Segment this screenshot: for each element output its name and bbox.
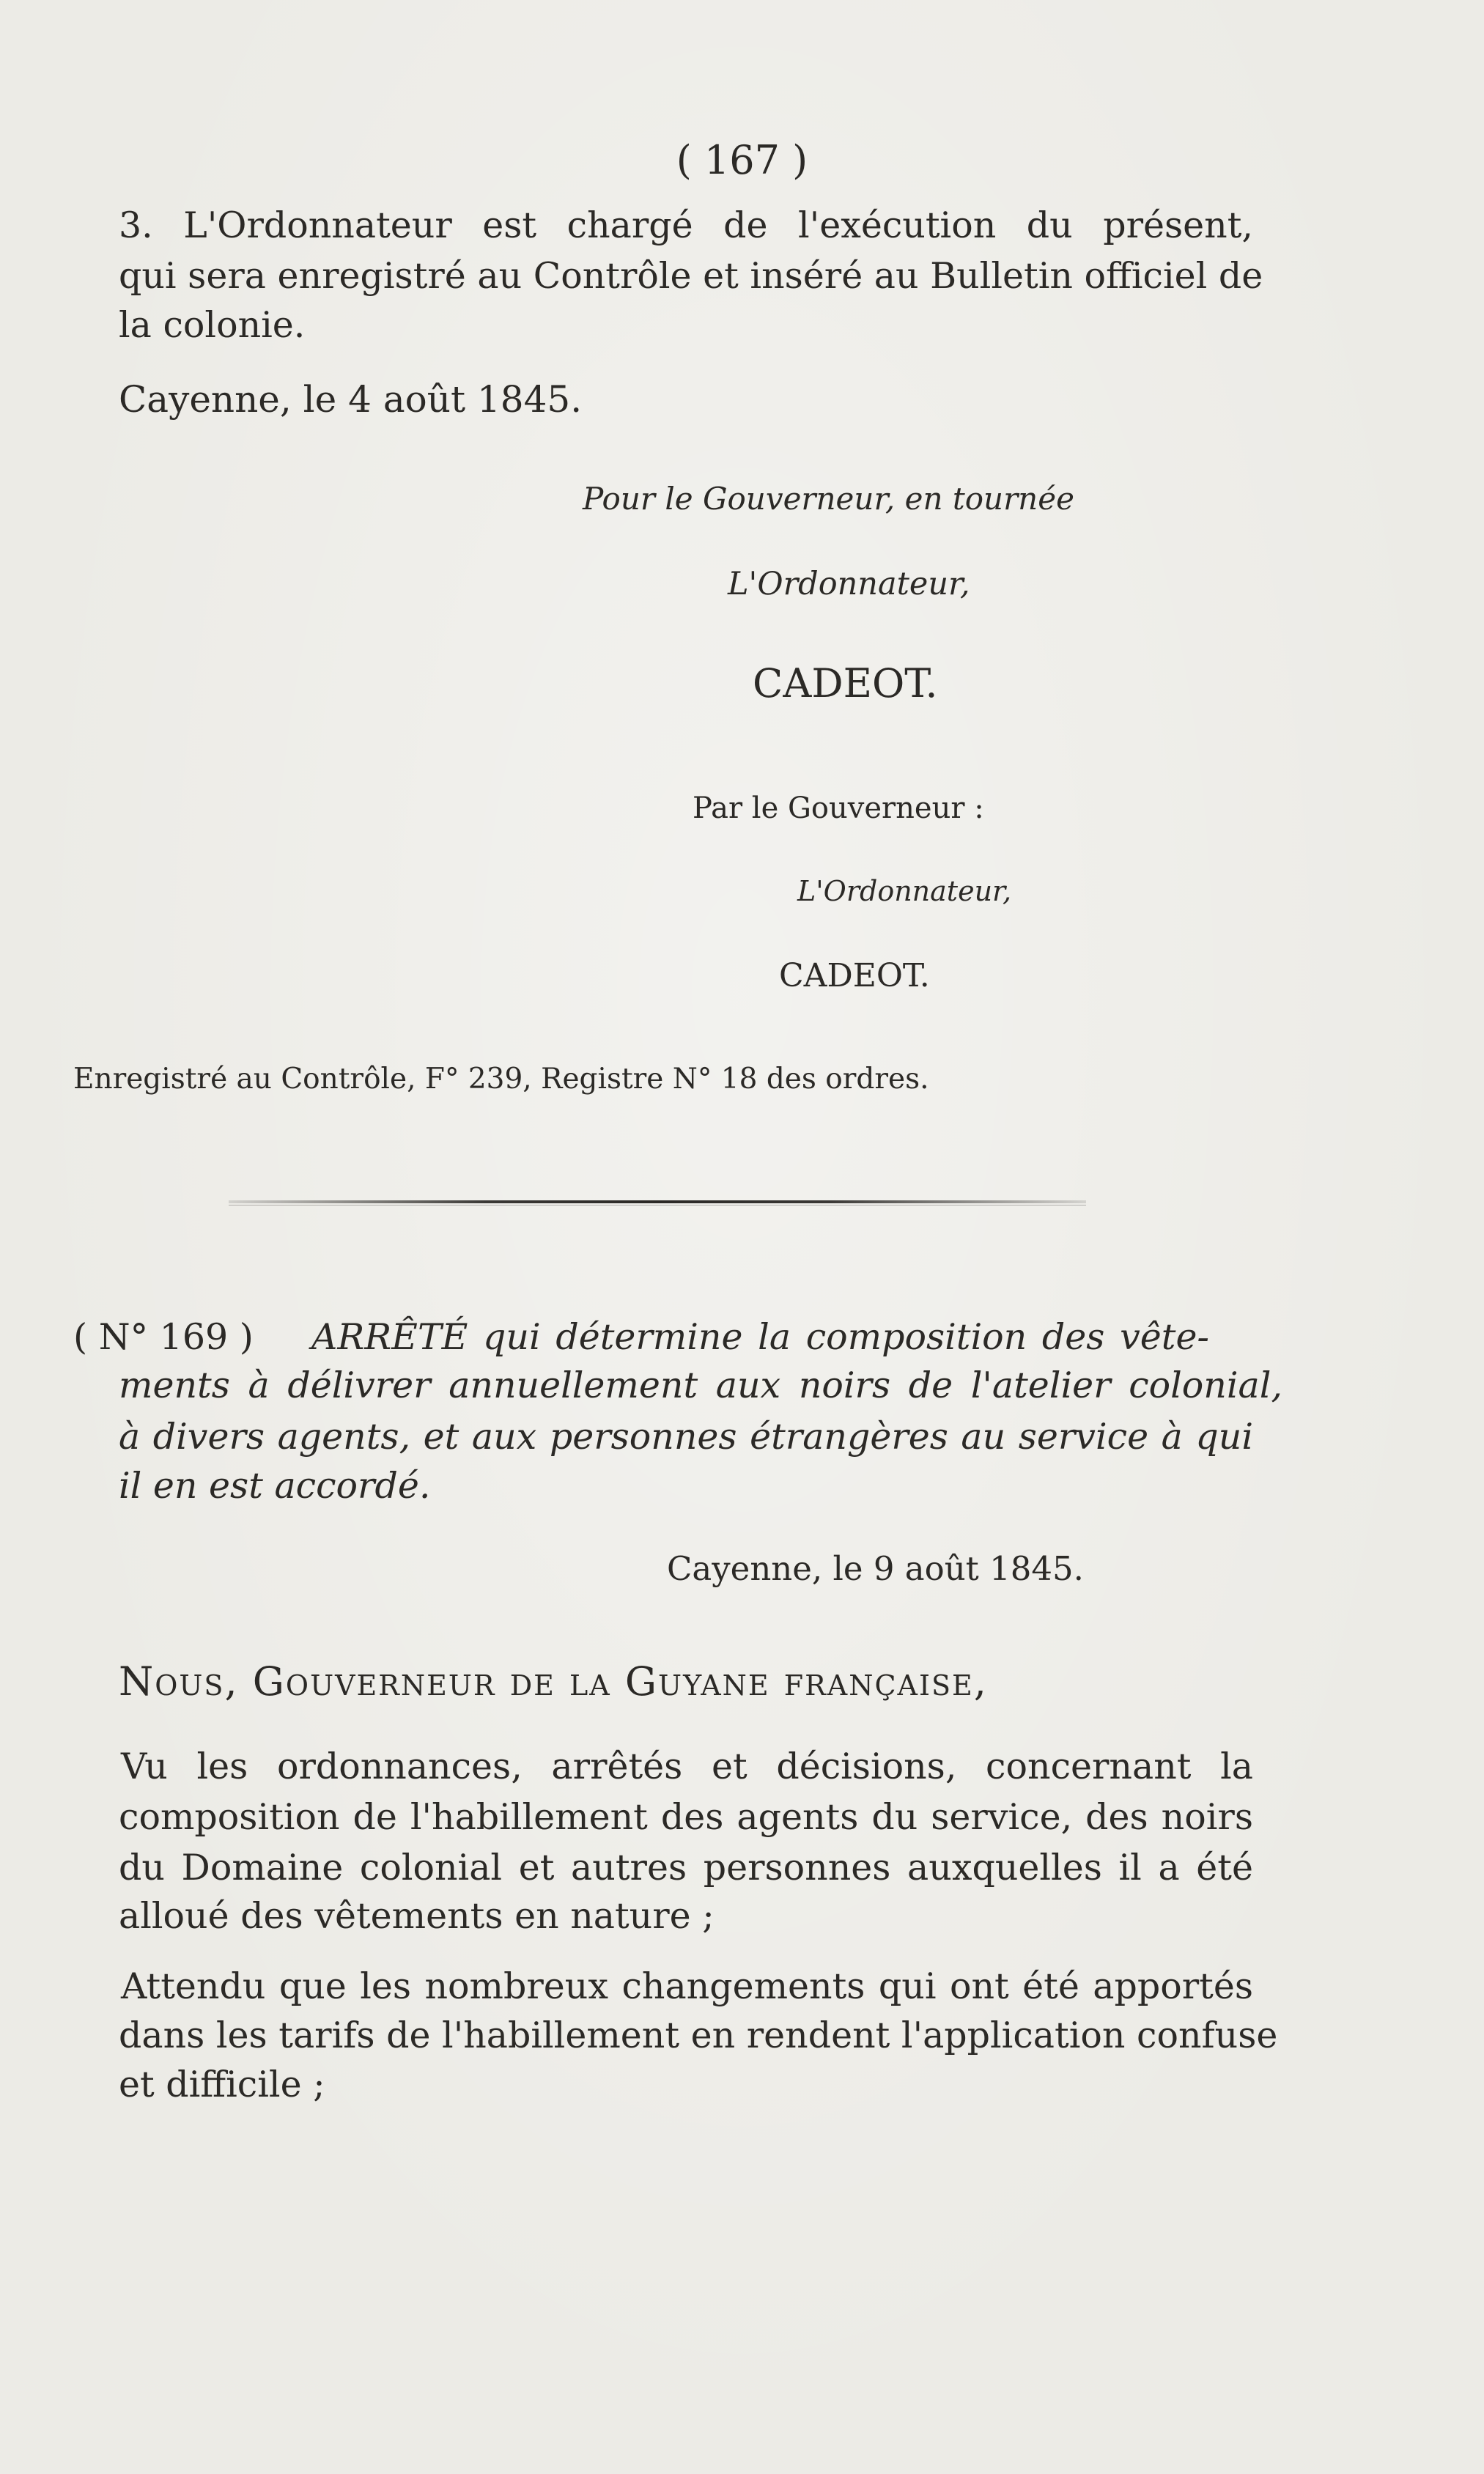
signatory-name-2: CADEOT.	[779, 957, 930, 994]
article3-line-1: 3. L'Ordonnateur est chargé de l'exécution du présent,	[119, 204, 1253, 246]
pour-le-gouverneur: Pour le Gouverneur, en tournée	[583, 481, 1074, 517]
paragraph1-line-4: alloué des vêtements en nature ;	[119, 1895, 715, 1937]
arrete-title-line-1: ARRÊTÉ qui détermine la composition des vête-	[311, 1316, 1209, 1358]
arrete-title-line-3: à divers agents, et aux personnes étrangères au service à qui	[119, 1416, 1253, 1458]
ordonnateur-title-1: L'Ordonnateur,	[728, 566, 970, 602]
paragraph2-line-1: Attendu que les nombreux changements qui ont été apportés	[121, 1965, 1253, 2007]
ordonnateur-title-2: L'Ordonnateur,	[797, 875, 1012, 907]
par-le-gouverneur: Par le Gouverneur :	[693, 791, 984, 825]
article3-line-3: la colonie.	[119, 304, 306, 346]
arrete-title-line-2: ments à délivrer annuellement aux noirs de l'atelier colonial,	[119, 1365, 1282, 1406]
paragraph2-line-3: et difficile ;	[119, 2064, 325, 2105]
paragraph1-line-2: composition de l'habillement des agents du service, des noirs	[119, 1796, 1253, 1838]
arrete-date: Cayenne, le 9 août 1845.	[667, 1549, 1084, 1588]
signatory-name-1: CADEOT.	[753, 660, 938, 706]
registration-note: Enregistré au Contrôle, F° 239, Registre N° 18 des ordres.	[73, 1063, 929, 1096]
paragraph1-line-3: du Domaine colonial et autres personnes auxquelles il a été	[119, 1847, 1253, 1888]
page-number: ( 167 )	[676, 137, 808, 183]
arrete-number: ( N° 169 )	[73, 1316, 254, 1358]
arrete-title-line-4: il en est accordé.	[119, 1465, 431, 1507]
date-line: Cayenne, le 4 août 1845.	[119, 378, 583, 421]
section-divider	[229, 1200, 1086, 1203]
governor-heading: Nous, Gouverneur de la Guyane française,	[119, 1658, 988, 1705]
paragraph2-line-2: dans les tarifs de l'habillement en rendent l'application confuse	[119, 2015, 1278, 2056]
article3-line-2: qui sera enregistré au Contrôle et inséré au Bulletin officiel de	[119, 255, 1263, 297]
paragraph1-line-1: Vu les ordonnances, arrêtés et décisions, concernant la	[121, 1746, 1253, 1787]
